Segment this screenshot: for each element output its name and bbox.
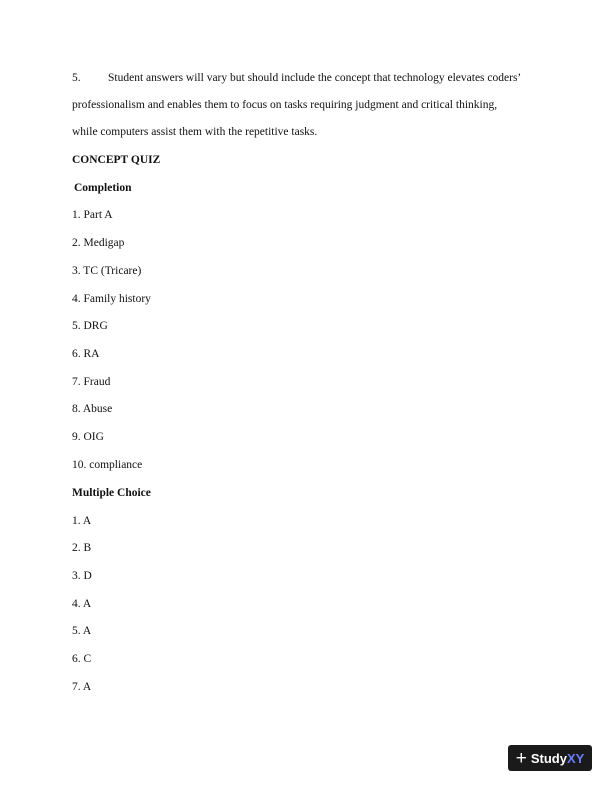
completion-item: 9. OIG <box>72 431 104 443</box>
completion-item: 8. Abuse <box>72 403 113 415</box>
multiple-choice-item: 7. A <box>72 681 92 693</box>
answer-5-number: 5. <box>72 72 81 84</box>
logo-text-accent: XY <box>566 750 585 766</box>
logo-text-main: Study <box>530 750 567 766</box>
multiple-choice-heading: Multiple Choice <box>72 487 151 499</box>
multiple-choice-item: 6. C <box>72 653 92 665</box>
completion-item: 2. Medigap <box>72 237 125 249</box>
answer-5-line-2: professionalism and enables them to focus on tasks requiring judgment and critical thinking, <box>72 99 498 111</box>
answer-5-text-1: Student answers will vary but should include the concept that technology elevates coders’ <box>108 72 522 84</box>
multiple-choice-item: 2. B <box>72 542 92 554</box>
multiple-choice-item: 5. A <box>72 625 92 637</box>
completion-item: 7. Fraud <box>72 376 111 388</box>
multiple-choice-item: 3. D <box>72 570 92 582</box>
answer-5-line-1 <box>72 71 521 85</box>
multiple-choice-item: 1. A <box>72 515 92 527</box>
answer-5-line-3: while computers assist them with the repetitive tasks. <box>72 126 318 138</box>
completion-item: 6. RA <box>72 348 100 360</box>
studyxy-logo[interactable] <box>508 745 592 771</box>
multiple-choice-item: 4. A <box>72 598 92 610</box>
plus-icon: + <box>515 747 527 769</box>
completion-item: 10. compliance <box>72 459 143 471</box>
completion-item: 1. Part A <box>72 209 113 221</box>
completion-item: 4. Family history <box>72 293 151 305</box>
completion-item: 5. DRG <box>72 320 108 332</box>
completion-item: 3. TC (Tricare) <box>72 265 142 277</box>
concept-quiz-title: CONCEPT QUIZ <box>72 154 161 166</box>
completion-heading: Completion <box>74 182 132 194</box>
